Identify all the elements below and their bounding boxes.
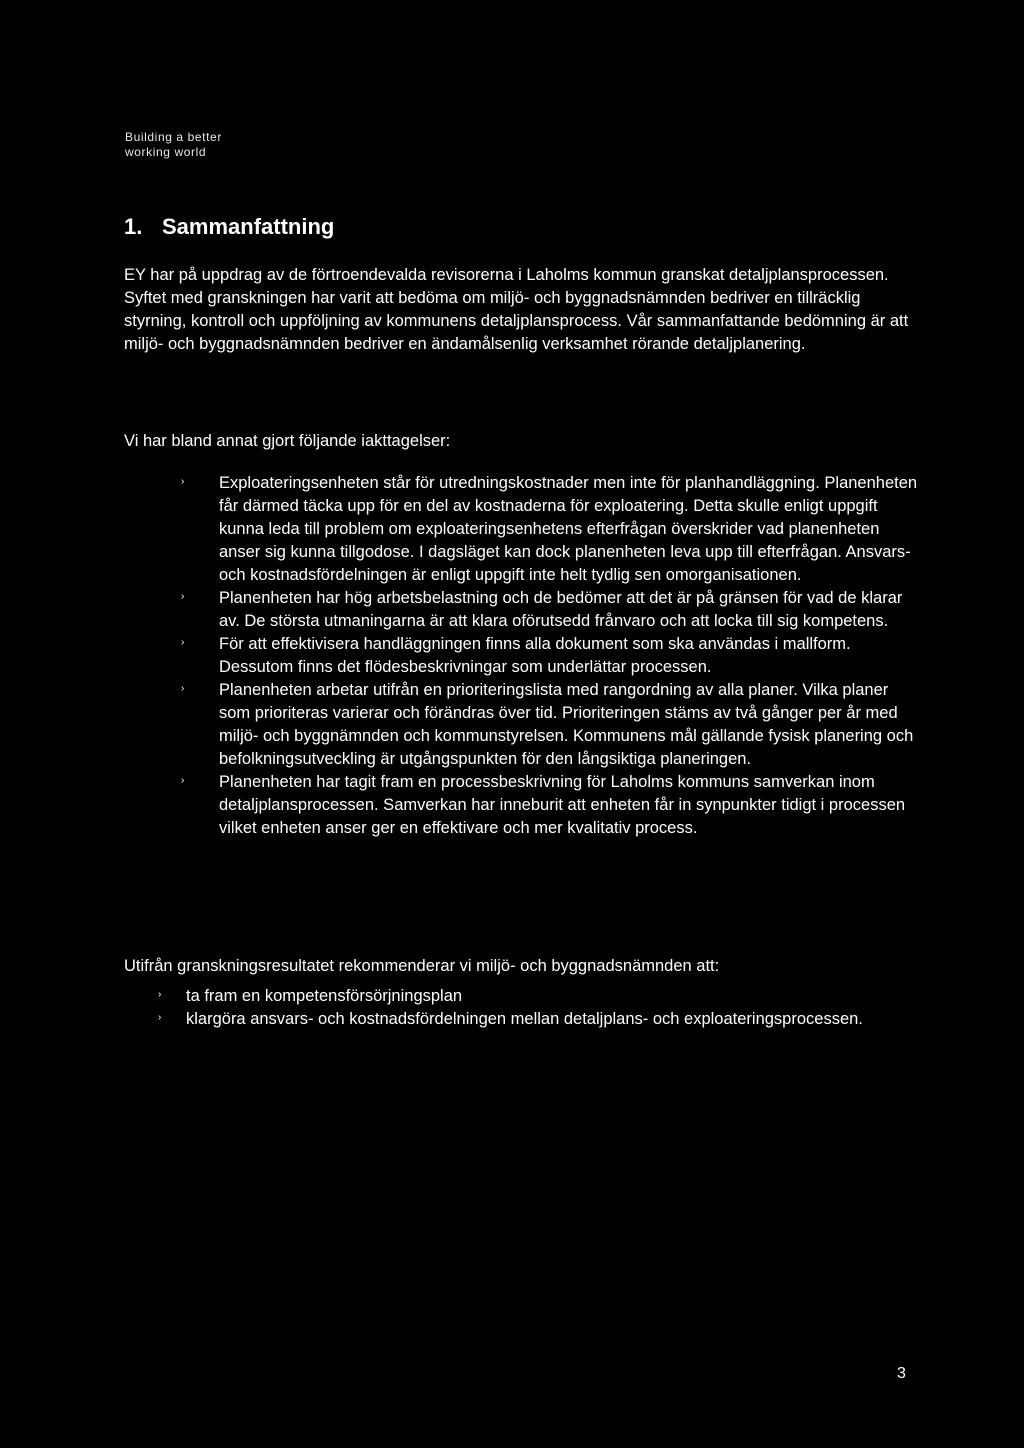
recommendations-lead: Utifrån granskningsresultatet rekommenderar vi miljö- och byggnadsnämnden att: [124,957,720,975]
observations-list [124,472,924,840]
recommendations-list [124,985,924,1031]
list-item [124,679,924,771]
ey-tagline [125,130,222,160]
section-title: Sammanfattning [162,214,335,239]
page-number: 3 [897,1365,906,1382]
observation-text: Exploateringsenheten står för utredningskostnader men inte för planhandläggning. Planenheten får därmed täcka upp för en del av kostnaderna för exploatering. Detta skulle enligt uppgift kunna leda till problem om exploateringsenhetens efterfrågan överskrider vad planenheten anser sig kunna tillgodose. I dagsläget kan dock planenheten leva upp till efterfrågan. Ansvars- och kostnadsfördelningen är enligt uppgift inte helt tydlig sen omorganisationen. [219,474,918,584]
recommendation-text: klargöra ansvars- och kostnadsfördelningen mellan detaljplans- och exploateringsprocessen. [186,1010,863,1028]
bullet-marker: › [181,476,185,487]
list-item [124,1008,924,1031]
bullet-marker: › [181,775,185,786]
section-number: 1. [124,214,143,239]
observation-text: Planenheten har tagit fram en processbeskrivning för Laholms kommuns samverkan inom detaljplansprocessen. Samverkan har inneburit att enheten får in synpunkter tidigt i processen vilket enheten anser ger en effektivare och mer kvalitativ process. [219,773,906,837]
observations-lead: Vi har bland annat gjort följande iakttagelser: [124,432,451,450]
observation-text: Planenheten arbetar utifrån en prioriteringslista med rangordning av alla planer. Vilka planer som prioriteras varierar och förändras över tid. Prioriteringen stäms av två gånger per år med miljö- och byggnämnden och kommunstyrelsen. Kommunens mål gällande fysisk planering och befolkningsutveckling är utgångspunkten för den långsiktiga planeringen. [219,681,914,768]
observation-text: För att effektivisera handläggningen finns alla dokument som ska användas i mallform. Dessutom finns det flödesbeskrivningar som underlättar processen. [219,635,851,676]
list-item [124,771,924,840]
bullet-marker: › [181,591,185,602]
recommendation-text: ta fram en kompetensförsörjningsplan [186,987,463,1005]
list-item [124,587,924,633]
bullet-marker: › [181,637,185,648]
intro-paragraph: EY har på uppdrag av de förtroendevalda revisorerna i Laholms kommun granskat detaljplansprocessen. Syftet med granskningen har varit att bedöma om miljö- och byggnadsnämnden bedriver en tillräcklig styrning, kontroll och uppföljning av kommunens detaljplansprocess. Vår sammanfattande bedömning är att miljö- och byggnadsnämnden bedriver en ändamålsenlig verksamhet rörande detaljplanering. [124,266,909,353]
list-item [124,633,924,679]
tagline-line-2: working world [125,145,207,159]
list-item [124,472,924,587]
bullet-marker: › [158,989,162,1000]
list-item [124,985,924,1008]
observation-text: Planenheten har hög arbetsbelastning och de bedömer att det är på gränsen för vad de klarar av. De största utmaningarna är att klara oförutsedd frånvaro och att locka till sig kompetens. [219,589,903,630]
tagline-line-1: Building a better [125,130,222,144]
bullet-marker: › [158,1012,162,1023]
section-heading [124,214,334,240]
bullet-marker: › [181,683,185,694]
